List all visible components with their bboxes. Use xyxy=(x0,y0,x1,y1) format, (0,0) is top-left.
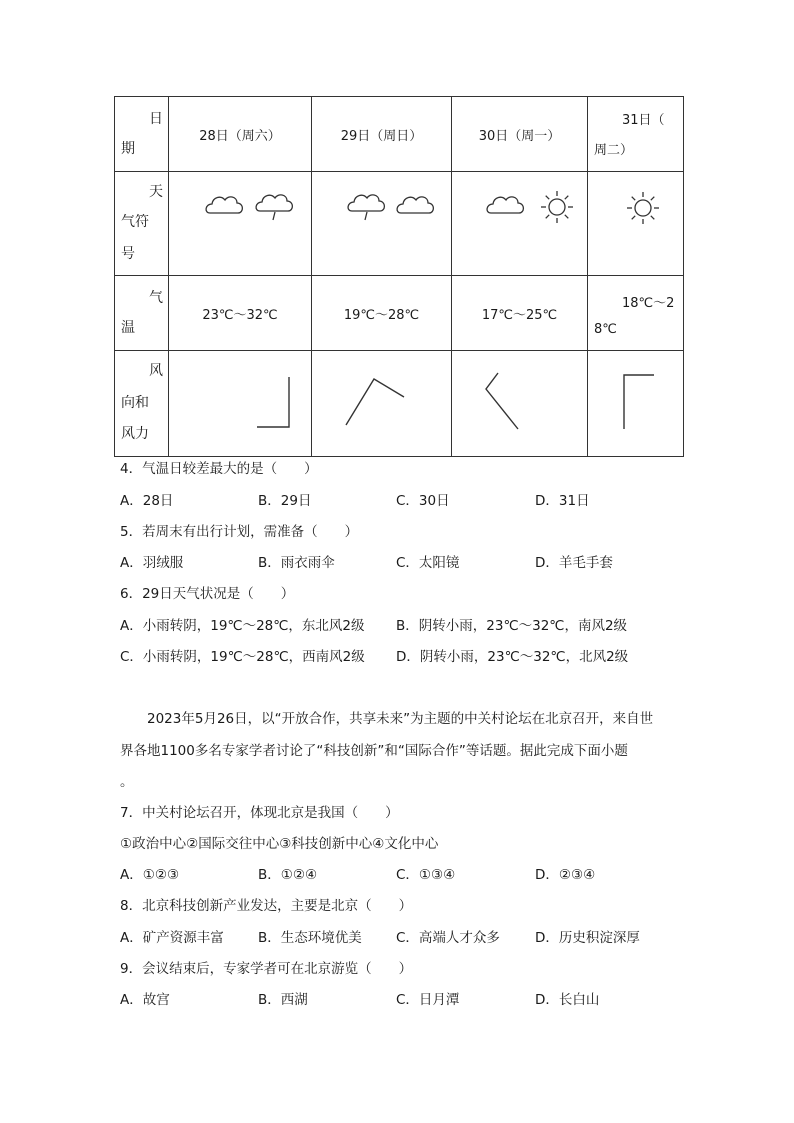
question-8-option-a[interactable]: A．矿产资源丰富 xyxy=(120,930,224,946)
question-9-option-c[interactable]: C．日月潭 xyxy=(396,992,460,1008)
wind-29 xyxy=(312,351,452,457)
temp-29: 19℃～28℃ xyxy=(312,276,452,351)
question-9-option-a[interactable]: A．故宫 xyxy=(120,992,170,1008)
passage-line-2: 界各地1100多名专家学者讨论了“科技创新”和“国际合作”等话题。据此完成下面小题 xyxy=(120,743,628,759)
sun-icon xyxy=(541,191,573,223)
weather-28 xyxy=(169,172,312,276)
question-4-option-c[interactable]: C．30日 xyxy=(396,493,450,509)
southwest-wind-icon xyxy=(484,371,524,433)
weather-31 xyxy=(588,172,684,276)
weather-symbols-31 xyxy=(624,189,664,229)
cloud-icon xyxy=(487,197,523,213)
temp-row xyxy=(115,276,684,351)
question-8-option-b[interactable]: B．生态环境优美 xyxy=(258,930,362,946)
cloud-rain-icon xyxy=(348,195,384,220)
question-5-option-b[interactable]: B．雨衣雨伞 xyxy=(258,555,335,571)
question-9-option-d[interactable]: D．长白山 xyxy=(535,992,600,1008)
sun-icon xyxy=(627,192,659,224)
question-5-stem: 5．若周末有出行计划，需准备（ ） xyxy=(120,524,359,540)
question-6-option-b[interactable]: B．阴转小雨，23℃～32℃，南风2级 xyxy=(396,618,628,634)
row-label-weather: 天 气符 号 xyxy=(115,172,169,276)
south-wind-icon xyxy=(255,375,295,431)
question-7-option-b[interactable]: B．①②④ xyxy=(258,867,318,883)
row-label-date: 日 期 xyxy=(115,97,169,172)
question-9-option-b[interactable]: B．西湖 xyxy=(258,992,308,1008)
weather-row xyxy=(115,172,684,276)
weather-symbols-29 xyxy=(347,190,437,230)
date-30: 30日（周一） xyxy=(452,97,588,172)
date-31: 31日（ 周二） xyxy=(588,97,684,172)
question-6-option-a[interactable]: A．小雨转阴，19℃～28℃，东北风2级 xyxy=(120,618,365,634)
question-7-stem: 7．中关村论坛召开，体现北京是我国（ ） xyxy=(120,805,399,821)
weather-symbols-30 xyxy=(486,188,578,228)
weather-29 xyxy=(312,172,452,276)
date-row xyxy=(115,97,684,172)
question-5-option-d[interactable]: D．羊毛手套 xyxy=(535,555,613,571)
question-5-option-a[interactable]: A．羽绒服 xyxy=(120,555,184,571)
weather-table xyxy=(114,96,684,457)
question-4-option-d[interactable]: D．31日 xyxy=(535,493,590,509)
question-4-option-a[interactable]: A．28日 xyxy=(120,493,174,509)
wind-30 xyxy=(452,351,588,457)
row-label-wind: 风 向和 风力 xyxy=(115,351,169,457)
question-8-option-c[interactable]: C．高端人才众多 xyxy=(396,930,500,946)
wind-28 xyxy=(169,351,312,457)
passage-line-1: 2023年5月26日，以“开放合作，共享未来”为主题的中关村论坛在北京召开，来自世 xyxy=(120,711,654,727)
question-8-stem: 8．北京科技创新产业发达，主要是北京（ ） xyxy=(120,898,413,914)
question-7-option-a[interactable]: A．①②③ xyxy=(120,867,180,883)
question-6-option-c[interactable]: C．小雨转阴，19℃～28℃，西南风2级 xyxy=(120,649,365,665)
question-4-stem: 4．气温日较差最大的是（ ） xyxy=(120,461,318,477)
cloud-rain-icon xyxy=(256,195,292,220)
temp-30: 17℃～25℃ xyxy=(452,276,588,351)
question-9-stem: 9．会议结束后，专家学者可在北京游览（ ） xyxy=(120,961,413,977)
wind-31 xyxy=(588,351,684,457)
question-6-option-d[interactable]: D．阴转小雨，23℃～32℃，北风2级 xyxy=(396,649,629,665)
temp-31: 18℃～2 8℃ xyxy=(588,276,684,351)
question-4-option-b[interactable]: B．29日 xyxy=(258,493,312,509)
passage-line-3: 。 xyxy=(120,774,134,790)
north-wind-icon xyxy=(622,373,658,433)
question-6-stem: 6．29日天气状况是（ ） xyxy=(120,586,295,602)
question-7-option-c[interactable]: C．①③④ xyxy=(396,867,456,883)
temp-28: 23℃～32℃ xyxy=(169,276,312,351)
northeast-wind-icon xyxy=(344,377,408,429)
weather-symbols-28 xyxy=(205,190,295,230)
row-label-temp: 气 温 xyxy=(115,276,169,351)
question-5-option-c[interactable]: C．太阳镜 xyxy=(396,555,460,571)
question-8-option-d[interactable]: D．历史积淀深厚 xyxy=(535,930,640,946)
wind-row xyxy=(115,351,684,457)
question-7-option-d[interactable]: D．②③④ xyxy=(535,867,596,883)
date-28: 28日（周六） xyxy=(169,97,312,172)
cloud-icon xyxy=(206,197,242,213)
weather-30 xyxy=(452,172,588,276)
cloud-icon xyxy=(397,197,433,213)
question-7-note: ①政治中心②国际交往中心③科技创新中心④文化中心 xyxy=(120,836,439,852)
date-29: 29日（周日） xyxy=(312,97,452,172)
